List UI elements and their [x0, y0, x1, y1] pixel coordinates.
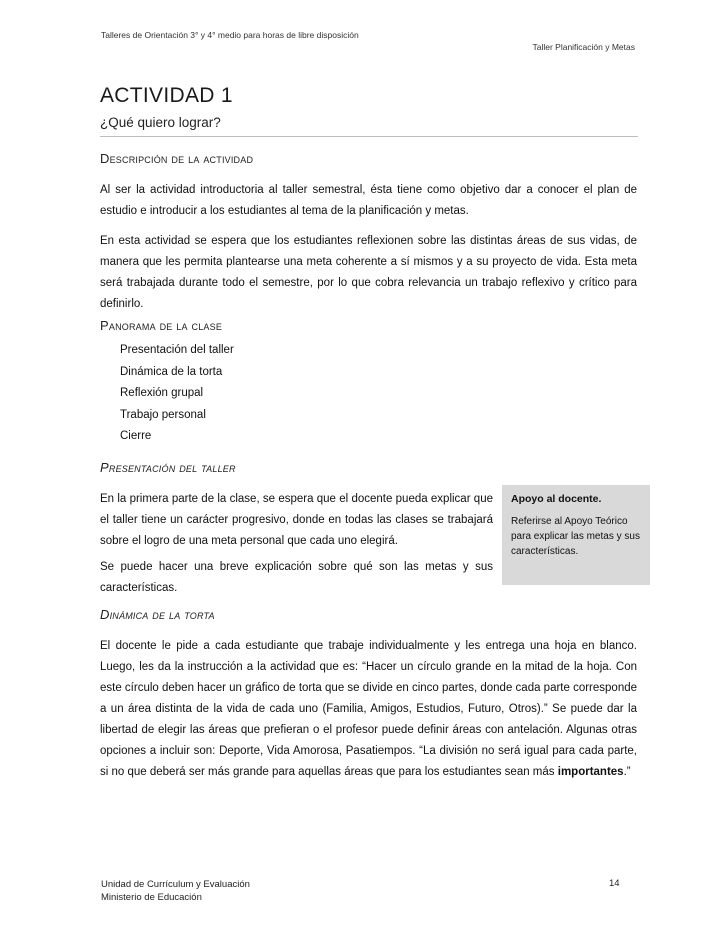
list-item: Presentación del taller: [120, 344, 234, 356]
dinamica-text: El docente le pide a cada estudiante que trabaje individualmente y les entrega una hoja en blanco. Luego, les da la instrucción a la actividad que es: “Hacer un círculo grande en la mitad de la hoja. Con este círculo deben hacer un gráfico de torta que se divide en cinco partes, donde cada parte corresponde a un área distinta de la vida de cada uno (Familia, Amigos, Estudios, Futuro, Otros).” Se puede dar la libertad de elegir las áreas que prefieran o el profesor puede definir áreas con antelación. Algunas otras opciones a incluir son: Deporte, Vida Amorosa, Pasatiempos. “La división no será igual para cada parte, si no que deberá ser más grande para aquellas áreas que para los estudiantes sean más: [100, 640, 638, 778]
dinamica-end-text: .”: [623, 766, 631, 778]
list-item: Reflexión grupal: [120, 387, 204, 399]
list-item: Dinámica de la torta: [120, 365, 223, 378]
paragraph-descripcion-2: En esta actividad se espera que los estudiantes reflexionen sobre las distintas áreas de sus vidas, de manera que les permita plantearse una meta coherente a sí mismos y a su proyecto de vida. Esta meta será trabajada durante todo el semestre, por lo que cobra relevancia un trabajo reflexivo y crítico para definirlo.: [100, 235, 637, 310]
section-heading-dinamica: Dinámica de la torta: [100, 607, 215, 622]
paragraph-descripcion-1: Al ser la actividad introductoria al taller semestral, ésta tiene como objetivo dar a conocer el plan de estudio e introducir a los estudiantes al tema de la planificación y metas.: [100, 184, 637, 217]
section-heading-presentacion: Presentación del taller: [100, 460, 236, 475]
page-subtitle: ¿Qué quiero lograr?: [100, 115, 221, 130]
section-heading-descripcion: Descripción de la actividad: [100, 151, 254, 166]
paragraph-presentacion-2: Se puede hacer una breve explicación sobre qué son las metas y sus características.: [100, 561, 493, 594]
sidebox-heading: Apoyo al docente.: [511, 493, 602, 505]
panorama-list: [120, 340, 234, 448]
section-heading-panorama: Panorama de la clase: [100, 318, 223, 333]
header-left: Talleres de Orientación 3° y 4° medio para horas de libre disposición: [101, 30, 359, 40]
dinamica-bold-text: importantes: [557, 766, 624, 778]
footer-line-1: Unidad de Currículum y Evaluación: [101, 879, 250, 890]
page-number: 14: [609, 878, 620, 889]
list-item: Trabajo personal: [120, 408, 206, 421]
paragraph-presentacion-1: En la primera parte de la clase, se espera que el docente pueda explicar que el taller tiene un carácter progresivo, donde en todas las clases se trabajará sobre el logro de una meta personal que cada uno elegirá.: [100, 493, 493, 547]
page-title: ACTIVIDAD 1: [100, 84, 233, 107]
teacher-support-box: [502, 485, 650, 585]
sidebox-text: Referirse al Apoyo Teórico para explicar las metas y sus características.: [511, 516, 640, 557]
paragraph-dinamica: [100, 636, 637, 783]
footer-line-2: Ministerio de Educación: [101, 892, 202, 903]
footer-institution: [101, 878, 250, 904]
title-divider: [100, 136, 638, 137]
list-item: Cierre: [120, 430, 152, 442]
header-right: Taller Planificación y Metas: [532, 42, 635, 52]
